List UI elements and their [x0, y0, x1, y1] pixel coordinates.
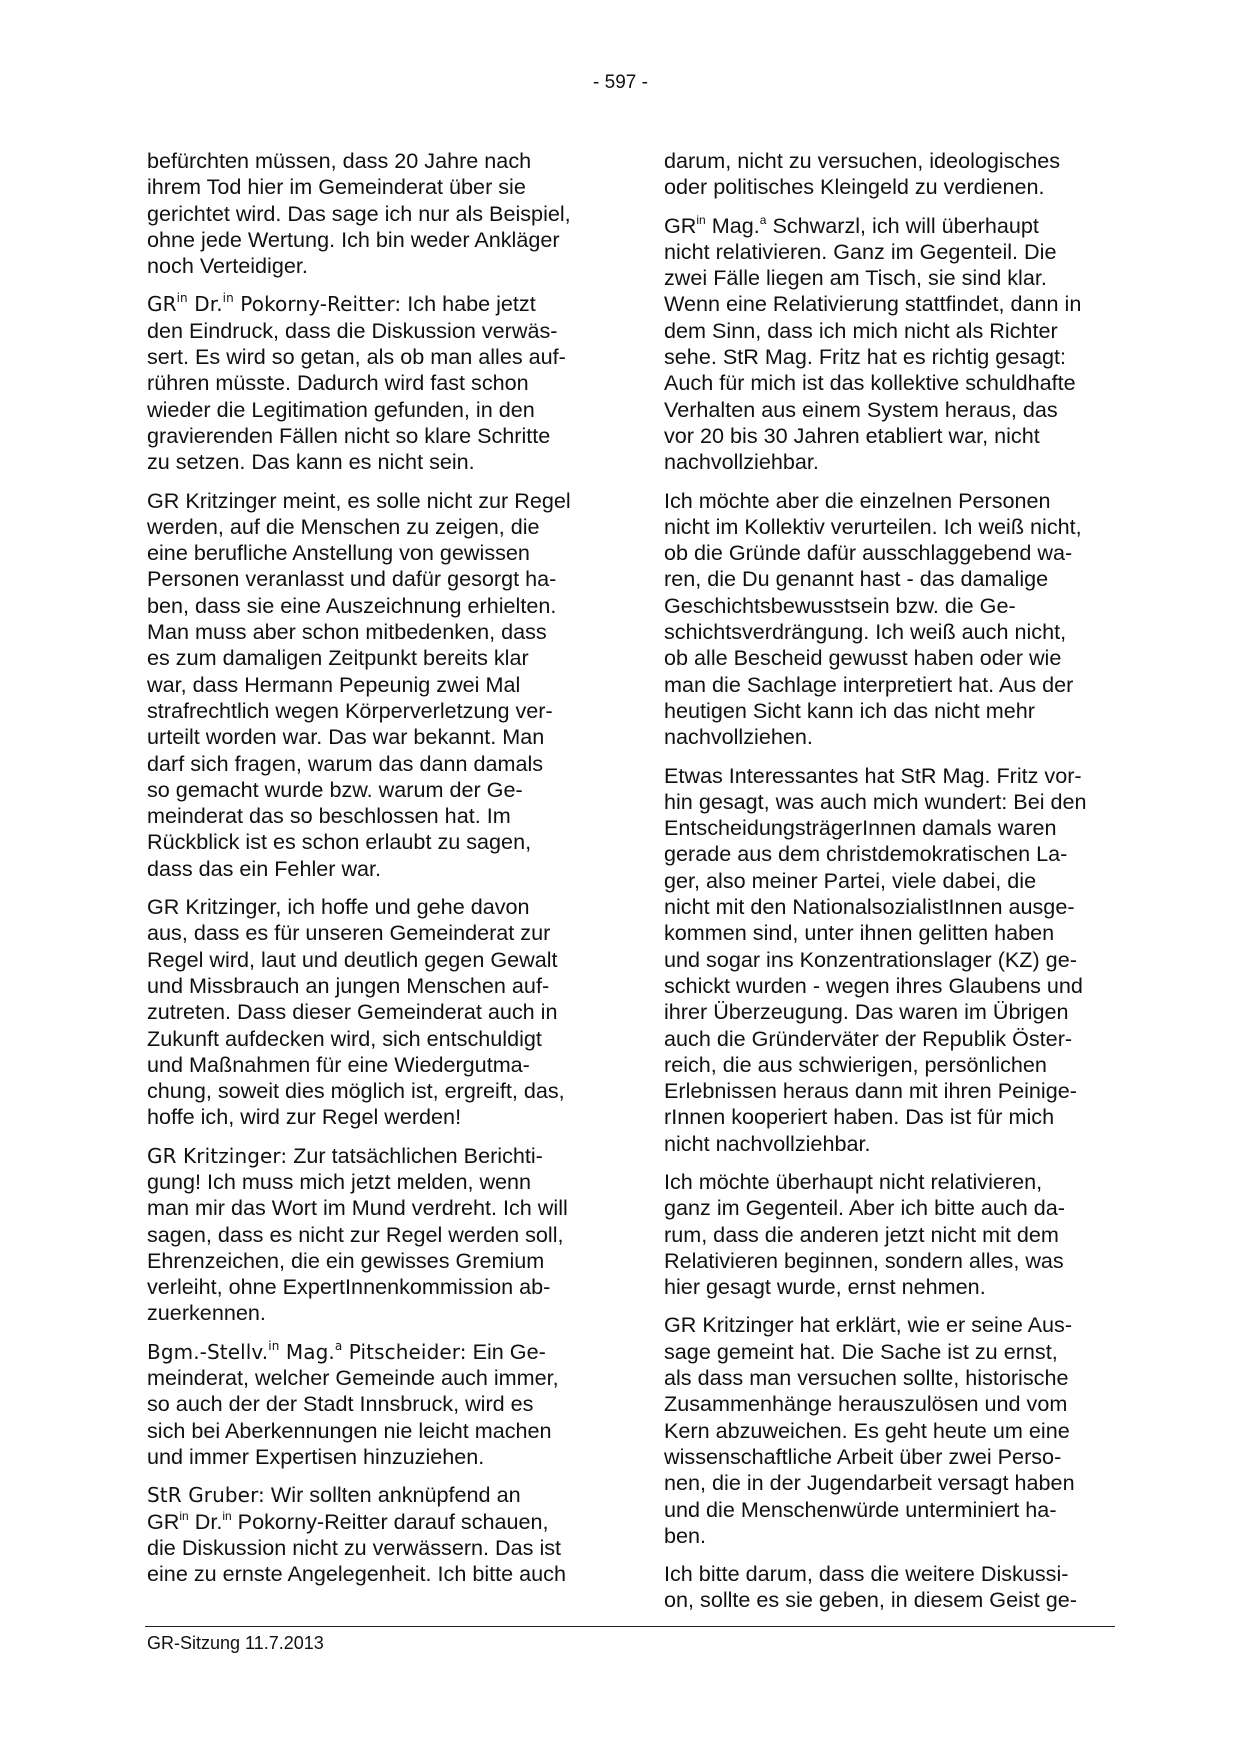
text-line: und Missbrauch an jungen Menschen auf- [147, 972, 550, 998]
text-line: dass das ein Fehler war. [147, 855, 382, 881]
text-line: Ich bitte darum, dass die weitere Diskussi- [664, 1561, 1069, 1587]
text-line: so auch der der Stadt Innsbruck, wird es [147, 1391, 534, 1417]
text-line: kommen sind, unter ihnen gelitten haben [664, 920, 1055, 946]
text-line: nen, die in der Jugendarbeit versagt haben [664, 1470, 1075, 1496]
paragraph [664, 1561, 1124, 1614]
text-line: hin gesagt, was auch mich wundert: Bei den [664, 788, 1087, 814]
text-line: rum, dass die anderen jetzt nicht mit dem [664, 1221, 1059, 1247]
text-line: Etwas Interessantes hat StR Mag. Fritz vor- [664, 762, 1082, 788]
text-line: ren, die Du genannt hast - das damalige [664, 566, 1049, 592]
text-line: Erlebnissen heraus dann mit ihren Peinige- [664, 1078, 1077, 1104]
text-line: urteilt worden war. Das war bekannt. Man [147, 724, 545, 750]
text-line: hier gesagt wurde, ernst nehmen. [664, 1274, 986, 1300]
text-line: Ehrenzeichen, die ein gewisses Gremium [147, 1247, 545, 1273]
text-line: den Eindruck, dass die Diskussion verwäs- [147, 317, 558, 343]
speaker-name: StR Gruber: [147, 1483, 265, 1508]
text-line: und die Menschenwürde unterminiert ha- [664, 1496, 1057, 1522]
paragraph [147, 1482, 607, 1587]
text-line: Geschichtsbewusstsein bzw. die Ge- [664, 592, 1016, 618]
text-line: on, sollte es sie geben, in diesem Geist ge- [664, 1587, 1077, 1613]
text-line: verleiht, ohne ExpertInnenkommission ab- [147, 1274, 551, 1300]
text-line: Zusammenhänge herauszulösen und vom [664, 1391, 1068, 1417]
text-line: auch die Gründerväter der Republik Öster- [664, 1025, 1073, 1051]
text-line: ohne jede Wertung. Ich bin weder Ankläger [147, 226, 560, 252]
text-line: Relativieren beginnen, sondern alles, was [664, 1247, 1064, 1273]
right-column [664, 148, 1124, 1626]
text-line: war, dass Hermann Pepeunig zwei Mal [147, 671, 521, 697]
text-line: schickt wurden - wegen ihres Glaubens und [664, 972, 1083, 998]
text-line: Wenn eine Relativierung stattfindet, dann in [664, 291, 1082, 317]
text-line: GR Kritzinger, ich hoffe und gehe davon [147, 894, 530, 920]
text-line: nachvollziehen. [664, 724, 813, 750]
text-line: sich bei Aberkennungen nie leicht machen [147, 1417, 552, 1443]
paragraph [664, 1169, 1124, 1300]
text-line: dem Sinn, dass ich mich nicht als Richter [664, 317, 1058, 343]
text-line: und Maßnahmen für eine Wiedergutma- [147, 1051, 530, 1077]
speaker-name: GR Kritzinger: [147, 1143, 288, 1168]
paragraph [664, 148, 1124, 201]
text-line: darum, nicht zu versuchen, ideologisches [664, 148, 1061, 173]
text-line: ger, also meiner Partei, viele dabei, die [664, 867, 1037, 893]
paragraph [664, 213, 1124, 476]
page-number: - 597 - [593, 72, 648, 93]
text-line: Rückblick ist es schon erlaubt zu sagen, [147, 829, 532, 855]
text-line: gung! Ich muss mich jetzt melden, wenn [147, 1168, 532, 1194]
text-line: gravierenden Fällen nicht so klare Schritte [147, 422, 551, 448]
text-line: sehe. StR Mag. Fritz hat es richtig gesagt: [664, 344, 1067, 370]
text-line: nicht im Kollektiv verurteilen. Ich weiß nicht, [664, 513, 1082, 539]
text-line: ben. [664, 1522, 707, 1548]
footer-text: GR-Sitzung 11.7.2013 [147, 1633, 324, 1653]
text-line: als dass man versuchen sollte, historische [664, 1365, 1069, 1391]
text-line: Zukunft aufdecken wird, sich entschuldigt [147, 1025, 542, 1051]
paragraph [147, 148, 607, 279]
text-line: Bgm.-Stellv.$^{in}$ Mag.$^a$ Pitscheider: Ein Ge- [147, 1338, 546, 1364]
text-line: StR Gruber: Wir sollten anknüpfend an [147, 1482, 521, 1508]
text-line: befürchten müssen, dass 20 Jahre nach [147, 148, 532, 173]
text-line: darf sich fragen, warum das dann damals [147, 750, 544, 776]
text-line: zuerkennen. [147, 1300, 266, 1326]
text-line: meinderat das so beschlossen hat. Im [147, 803, 511, 829]
text-line: heutigen Sicht kann ich das nicht mehr [664, 697, 1035, 723]
text-line: ihrem Tod hier im Gemeinderat über sie [147, 174, 526, 200]
text-line: ihrer Überzeugung. Das waren im Übrigen [664, 999, 1069, 1025]
text-line: und sogar ins Konzentrationslager (KZ) ge- [664, 946, 1077, 972]
text-line: nicht mit den NationalsozialistInnen ausge- [664, 894, 1075, 920]
text-line: Verhalten aus einem System heraus, das [664, 396, 1058, 422]
text-line: $GR^{in}$ Dr.$^{in}$ Pokorny-Reitter darauf schauen, [147, 1508, 549, 1534]
text-line: nachvollziehbar. [664, 449, 819, 475]
text-line: chung, soweit dies möglich ist, ergreift, das, [147, 1078, 565, 1104]
text-line: Personen veranlasst und dafür gesorgt ha- [147, 566, 557, 592]
text-line: vor 20 bis 30 Jahren etabliert war, nicht [664, 422, 1040, 448]
footer-divider [145, 1626, 1115, 1627]
text-line: Regel wird, laut und deutlich gegen Gewalt [147, 946, 558, 972]
text-line: gerade aus dem christdemokratischen La- [664, 841, 1068, 867]
text-line: meinderat, welcher Gemeinde auch immer, [147, 1365, 559, 1391]
speaker-name: $GR^{in}$ Dr.$^{in}$ Pokorny-Reitter: [147, 291, 402, 317]
text-line: Kern abzuweichen. Es geht heute um eine [664, 1417, 1070, 1443]
paragraph [147, 894, 607, 1131]
paragraph [664, 1312, 1124, 1549]
text-line: es zum damaligen Zeitpunkt bereits klar [147, 645, 529, 671]
text-line: eine zu ernste Angelegenheit. Ich bitte auch [147, 1561, 566, 1587]
text-line: GR Kritzinger meint, es solle nicht zur Regel [147, 487, 571, 513]
text-line: hoffe ich, wird zur Regel werden! [147, 1104, 462, 1130]
text-line: man mir das Wort im Mund verdreht. Ich will [147, 1195, 568, 1221]
text-line: die Diskussion nicht zu verwässern. Das ist [147, 1534, 562, 1560]
text-line: sert. Es wird so getan, als ob man alles auf- [147, 344, 566, 370]
text-line: man die Sachlage interpretiert hat. Aus der [664, 671, 1074, 697]
text-line: Ich möchte überhaupt nicht relativieren, [664, 1168, 1043, 1194]
text-line: nicht nachvollziehbar. [664, 1130, 871, 1156]
paragraph [147, 291, 607, 475]
text-line: $GR^{in}$ Dr.$^{in}$ Pokorny-Reitter: Ich habe jetzt [147, 291, 536, 317]
text-line: nicht relativieren. Ganz im Gegenteil. Die [664, 238, 1057, 264]
text-line: rühren müsste. Dadurch wird fast schon [147, 370, 529, 396]
text-line: wissenschaftliche Arbeit über zwei Perso- [664, 1443, 1062, 1469]
text-line: aus, dass es für unseren Gemeinderat zur [147, 920, 551, 946]
paragraph [147, 1339, 607, 1470]
text-line: gerichtet wird. Das sage ich nur als Beispiel, [147, 200, 571, 226]
text-line: reich, die aus schwierigen, persönlichen [664, 1051, 1047, 1077]
text-line: rInnen kooperiert haben. Das ist für mich [664, 1104, 1055, 1130]
text-line: schichtsverdrängung. Ich weiß auch nicht, [664, 619, 1067, 645]
text-line: werden, auf die Menschen zu zeigen, die [147, 513, 540, 539]
text-line: ob alle Bescheid gewusst haben oder wie [664, 645, 1062, 671]
text-line: zu setzen. Das kann es nicht sein. [147, 449, 475, 475]
text-line: und immer Expertisen hinzuziehen. [147, 1443, 485, 1469]
text-line: Man muss aber schon mitbedenken, dass [147, 619, 547, 645]
paragraph [147, 488, 607, 882]
text-line: GR Kritzinger: Zur tatsächlichen Berichti- [147, 1142, 543, 1168]
text-line: wieder die Legitimation gefunden, in den [147, 396, 535, 422]
text-line: ben, dass sie eine Auszeichnung erhielten. [147, 592, 557, 618]
speaker-name: Bgm.-Stellv.$^{in}$ Mag.$^a$ Pitscheider: [147, 1338, 467, 1364]
text-line: Auch für mich ist das kollektive schuldhafte [664, 370, 1076, 396]
text-line: EntscheidungsträgerInnen damals waren [664, 815, 1057, 841]
text-line: $GR^{in}$ Mag.$^a$ Schwarzl, ich will überhaupt [664, 212, 1039, 238]
left-column [147, 148, 607, 1599]
text-line: ob die Gründe dafür ausschlaggebend wa- [664, 540, 1073, 566]
text-line: ganz im Gegenteil. Aber ich bitte auch da- [664, 1195, 1065, 1221]
text-line: strafrechtlich wegen Körperverletzung ver- [147, 697, 553, 723]
text-line: eine berufliche Anstellung von gewissen [147, 540, 530, 566]
text-line: sage gemeint hat. Die Sache ist zu ernst, [664, 1338, 1058, 1364]
paragraph [147, 1143, 607, 1327]
text-line: noch Verteidiger. [147, 253, 308, 279]
text-line: zutreten. Dass dieser Gemeinderat auch in [147, 999, 558, 1025]
text-line: GR Kritzinger hat erklärt, wie er seine Aus- [664, 1312, 1073, 1338]
text-line: zwei Fälle liegen am Tisch, sie sind klar. [664, 265, 1047, 291]
text-line: so gemacht wurde bzw. warum der Ge- [147, 776, 523, 802]
paragraph [664, 763, 1124, 1157]
paragraph [664, 488, 1124, 751]
text-line: Ich möchte aber die einzelnen Personen [664, 487, 1051, 513]
text-line: sagen, dass es nicht zur Regel werden soll, [147, 1221, 564, 1247]
text-line: oder politisches Kleingeld zu verdienen. [664, 174, 1045, 200]
